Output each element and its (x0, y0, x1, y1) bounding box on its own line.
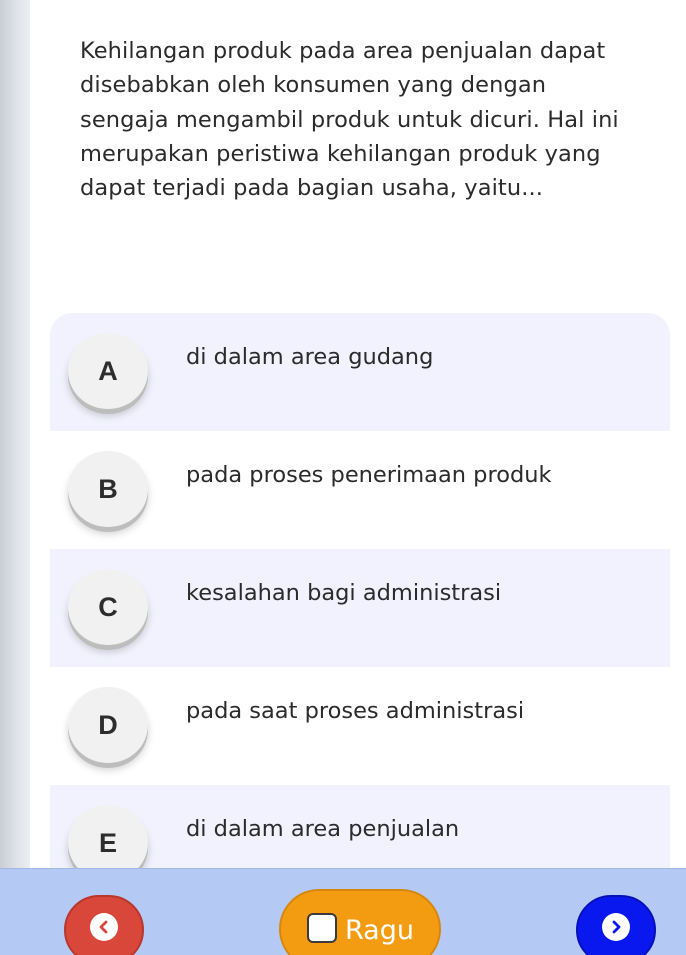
previous-button[interactable] (64, 895, 144, 955)
chevron-left-circle-icon (90, 913, 118, 941)
chevron-right-circle-icon (602, 913, 630, 941)
ragu-button[interactable] (279, 889, 441, 955)
ragu-checkbox[interactable] (307, 913, 337, 943)
option-letter: D (68, 687, 148, 763)
option-text: di dalam area penjualan (186, 816, 460, 842)
answer-options (50, 313, 670, 903)
option-a[interactable] (50, 313, 670, 431)
option-b[interactable] (50, 431, 670, 549)
option-text: di dalam area gudang (186, 344, 434, 370)
option-text: pada proses penerimaan produk (186, 462, 552, 488)
ragu-label: Ragu (345, 915, 414, 946)
option-letter: C (68, 569, 148, 645)
option-letter: B (68, 451, 148, 527)
bottom-navigation-bar (0, 868, 686, 955)
option-letter: E (68, 805, 148, 881)
next-button[interactable] (576, 895, 656, 955)
option-letter: A (68, 333, 148, 409)
option-c[interactable] (50, 549, 670, 667)
question-text: Kehilangan produk pada area penjualan dapat disebabkan oleh konsumen yang dengan sengaja mengambil produk untuk dicuri. Hal ini merupakan peristiwa kehilangan produk yang dapat terjadi pada bagian usaha, yaitu... (80, 38, 619, 202)
option-d[interactable] (50, 667, 670, 785)
left-rail (0, 0, 30, 868)
option-text: pada saat proses administrasi (186, 698, 525, 724)
option-text: kesalahan bagi administrasi (186, 580, 502, 606)
